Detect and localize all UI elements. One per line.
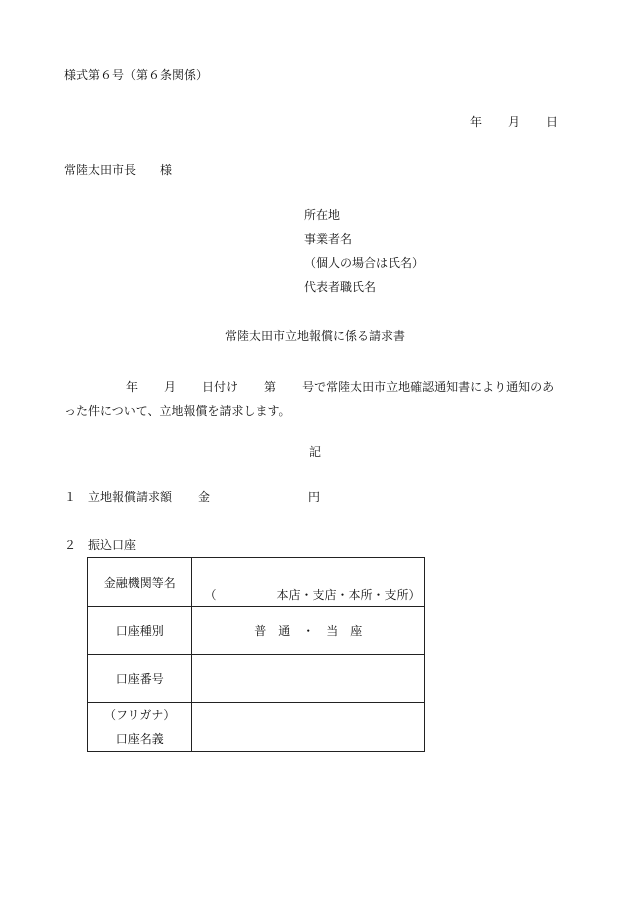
table-row xyxy=(88,558,425,607)
bank-name-label: 金融機関等名 xyxy=(88,558,192,607)
date-year: 年 xyxy=(470,115,483,129)
applicant-block xyxy=(304,208,424,304)
account-holder-name-label: 口座名義 xyxy=(115,732,164,746)
bank-name-field[interactable]: （ 本店・支店・本所・支所） xyxy=(192,558,425,607)
account-table xyxy=(87,557,425,752)
account-holder-label xyxy=(88,703,192,752)
account-type-label: 口座種別 xyxy=(88,607,192,655)
addressee: 常陸太田市長 様 xyxy=(64,163,173,177)
currency-prefix: 金 xyxy=(198,490,211,504)
claim-amount-line xyxy=(64,490,320,504)
form-number: 様式第６号（第６条関係） xyxy=(64,68,209,82)
date-day: 日 xyxy=(546,115,559,129)
claim-amount-label: １ 立地報償請求額 xyxy=(64,490,173,504)
table-row xyxy=(88,655,425,703)
body-rest: 号で常陸太田市立地確認通知書により通知のあった件について、立地報償を請求します。 xyxy=(64,380,555,418)
body-month: 月 xyxy=(164,380,177,394)
body-number: 第 xyxy=(264,380,277,394)
table-row xyxy=(88,607,425,655)
body-year: 年 xyxy=(126,380,139,394)
request-body xyxy=(64,375,564,423)
furigana-label: （フリガナ） xyxy=(104,708,176,722)
account-number-label: 口座番号 xyxy=(88,655,192,703)
individual-note: （個人の場合は氏名） xyxy=(304,256,425,270)
document-title: 常陸太田市立地報償に係る請求書 xyxy=(224,329,405,343)
account-holder-field[interactable] xyxy=(192,703,425,752)
account-number-field[interactable] xyxy=(192,655,425,703)
address-label: 所在地 xyxy=(304,208,341,222)
ki-heading: 記 xyxy=(308,445,321,459)
table-row xyxy=(88,703,425,752)
body-dated: 日付け xyxy=(202,380,239,394)
transfer-account-label: ２ 振込口座 xyxy=(64,538,137,552)
date-line xyxy=(470,115,558,129)
currency-unit: 円 xyxy=(308,490,321,504)
business-name-label: 事業者名 xyxy=(304,232,353,246)
date-month: 月 xyxy=(508,115,521,129)
representative-label: 代表者職氏名 xyxy=(304,280,377,294)
account-type-field[interactable]: 普 通 ・ 当 座 xyxy=(192,607,425,655)
